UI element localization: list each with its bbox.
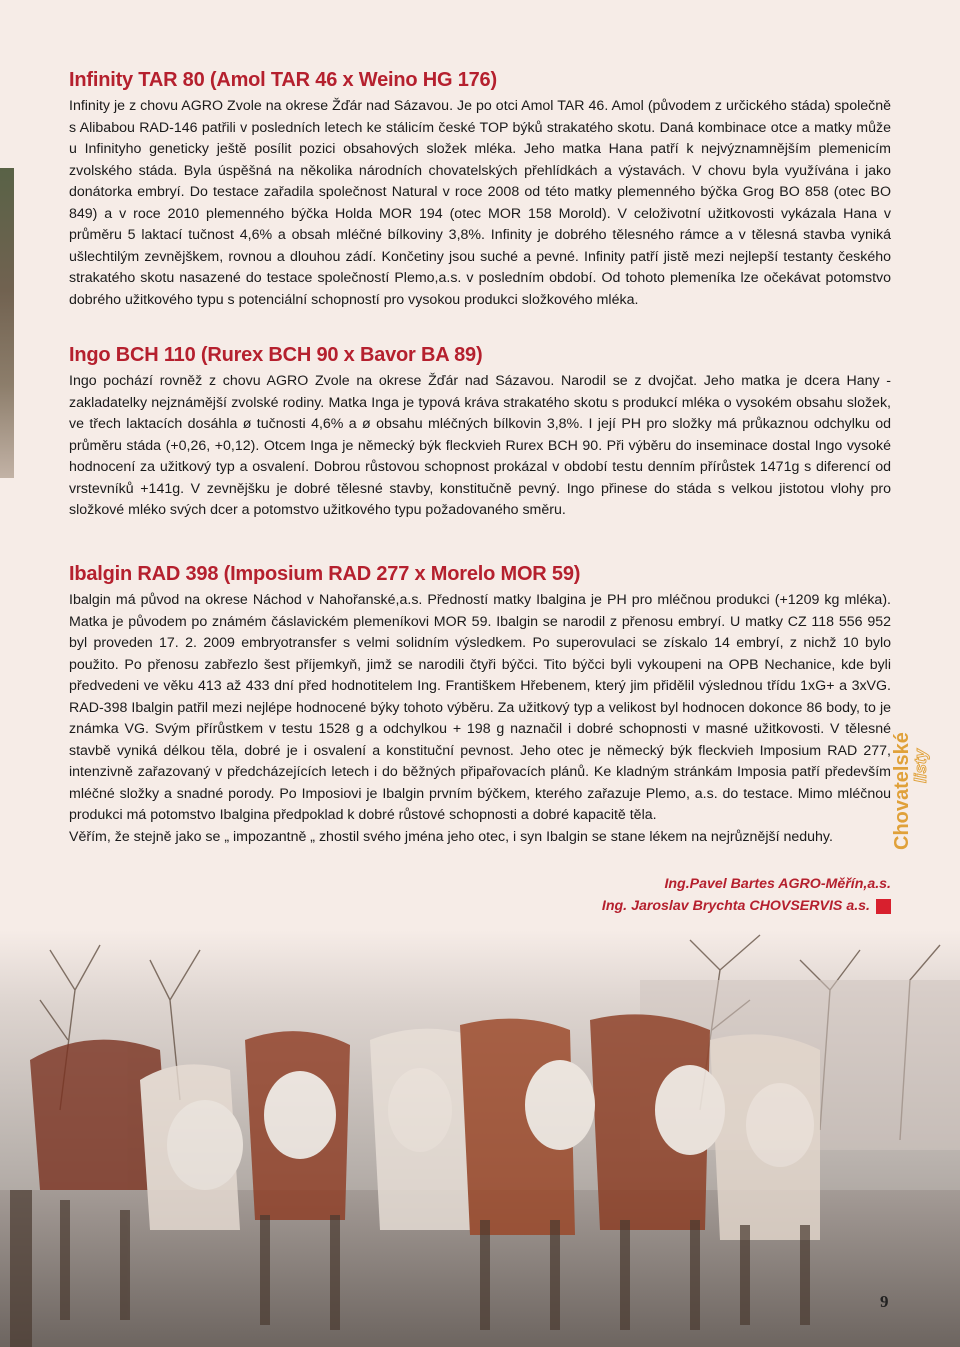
end-mark-icon bbox=[876, 899, 891, 914]
cattle-photo bbox=[0, 930, 960, 1347]
edge-photo-strip bbox=[0, 168, 14, 478]
article-body: Ibalgin má původ na okrese Náchod v Nahořanské,a.s. Předností matky Ibalgina je PH pro mléčnou produkci (+1209 kg mléka). Matka je původem po známém čáslavickém plemeníkovi MOR 59. Ibalgin se narodil z přenosu embryí. U matky CZ 118 556 952 byl proveden 17. 2. 2009 embryotransfer s velmi solidním výsledkem. Po superovulaci se získalo 14 embryí, z nichž 10 bylo použito. Po přenosu zabřezlo šest příjemkyň, jimž se narodili čtyři býčci. Tito býčci byli vykoupeni na OPB Nechanice, kde byli předvedeni ve věku 413 až 433 dní před hodnotitelem Ing. Františkem Hřebenem, který jim přidělil výslednou třídu 1xG+ a 3xVG. RAD-398 Ibalgin patřil mezi nejlépe hodnocené býky tohoto výběru. Za užitkový typ a velikost byl hodnocen dokonce 86 body, to je známka VG. Svým přírůstkem v testu 1528 g a odchylkou + 198 g naznačil i dobré schopnosti v masné užitkovosti. V tělesné stavbě vyniká délkou těla, dobré je i osvalení a konstituční pevnost. Jeho otec je německý býk fleckvieh Imposium RAD 277, intenzivně zařazovaný v předcházejících letech i do běžných připařovacích plánů. Ke kladným stránkám Imposia patří především mléčné složky a snadné porody. Po Imposiovi je Ibalgin prvním býčkem, kterého zařazuje Plemo, a.s. do testace. Mimo mléčnou produkci má potomstvo Ibalgina předpoklad k dobré růstové schopnosti a dobré kapacitě těla. bbox=[69, 592, 891, 823]
brand-logo bbox=[886, 675, 930, 850]
page-number: 9 bbox=[880, 1292, 889, 1311]
brand-word-1: Chovatelské bbox=[891, 732, 913, 850]
signature-line-2: Ing. Jaroslav Brychta CHOVSERVIS a.s. bbox=[601, 897, 870, 914]
article-body: Ingo pochází rovněž z chovu AGRO Zvole na okrese Žďár nad Sázavou. Narodil se z dvojčat. Jeho matka je dcera Hany - zakladatelky nejznámější zvolské rodiny. Matka Inga je typová kráva strakatého skotu s produkcí mléka o vysokém obsahu složek, ve třech laktacích dosáhla ø tučnosti 4,6% a ø obsahu mléčných bílkovin 3,8%. I její PH pro složky má průkaznou odchylku od průměru stáda (+0,26, +0,12). Otcem Inga je německý býk fleckvieh Rurex BCH 90. Při výběru do inseminace dostal Ingo vysoké hodnocení za užitkový typ a osvalení. Dobrou růstovou schopnost prokázal v období testu denním přírůstek 1471g s diferencí od vrstevníků +141g. V zevnějšku je dobré tělesné stavby, konstitučně pevný. Ingo přinese do stáda s velkou jistotou vlohy pro složkové mléko svých dcer a potomstvo užitkového typu požadovaného směru. bbox=[69, 373, 891, 518]
brand-word-2: listy bbox=[911, 748, 930, 783]
article-title: Infinity TAR 80 (Amol TAR 46 x Weino HG 176) bbox=[69, 69, 497, 91]
article-body: Infinity je z chovu AGRO Zvole na okrese Žďár nad Sázavou. Je po otci Amol TAR 46. Amol (původem z určického stáda) společně s Alibabou RAD-146 patřili v posledních letech ke stálicím české TOP býků strakatého skotu. Daná kombinace otce a matky může u Infinityho geneticky ještě posílit pozici obsahových složek mléka. Jeho matka Hana patří k nejvýznamnějším plemenicím zvolského stáda. Byla úspěšná na několika národních chovatelských přehlídkách a výstavách. V chovu byla využívána i jako donátorka embryí. Do testace zařadila společnost Natural v roce 2008 od této matky plemenného býčka Grog BO 858 (otec BO 849) a v roce 2010 plemenného býčka Holda MOR 194 (otec MOR 158 Morold). V celoživotní užitkovosti vykázala Hana v průměru 5 laktací tučnost 4,6% a obsah mléčné bílkoviny 3,8%. Infinity je dobrého tělesného rámce a v tělesná stavba vyniká ušlechtilým zevnějškem, rovnou a dlouhou zádí. Končetiny jsou suché a pevné. Infinity patří jistě mezi nejlepší testanty českého strakatého skotu nasazené do testace společností Plemo,a.s. v posledním období. Od tohoto plemeníka lze očekávat potomstvo dobrého užitkového typu s potenciální schopností pro vysokou produkci složkového mléka. bbox=[69, 98, 891, 308]
article-ibalgin bbox=[69, 561, 891, 848]
author-signature bbox=[602, 874, 891, 917]
article-title: Ingo BCH 110 (Rurex BCH 90 x Bavor BA 89) bbox=[69, 344, 483, 366]
article-title: Ibalgin RAD 398 (Imposium RAD 277 x Morelo MOR 59) bbox=[69, 563, 581, 585]
article-ingo bbox=[69, 342, 891, 522]
article-infinity bbox=[69, 67, 891, 311]
signature-line-1: Ing.Pavel Bartes AGRO-Měřín,a.s. bbox=[664, 876, 891, 892]
article-closing: Věřím, že stejně jako se „ impozantně „ zhostil svého jména jeho otec, i syn Ibalgin se stane lékem na nejrůznější neduhy. bbox=[69, 828, 833, 845]
signature-line-2-row bbox=[602, 896, 891, 918]
